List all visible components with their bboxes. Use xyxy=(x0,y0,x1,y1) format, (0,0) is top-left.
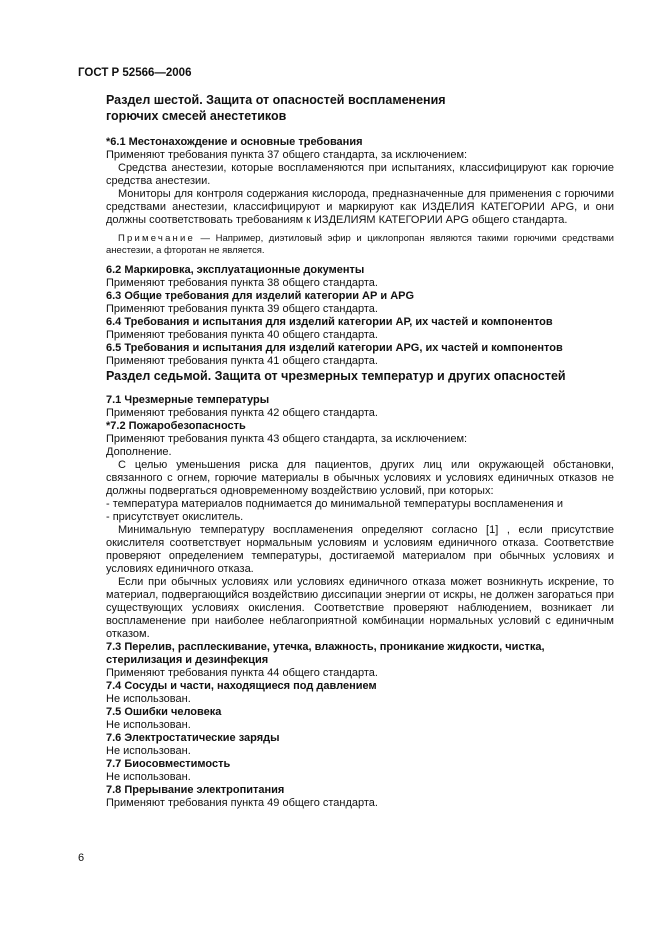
clause-7-8-text: Применяют требования пункта 49 общего стандарта. xyxy=(106,797,378,809)
note-label: Примечание xyxy=(118,233,195,244)
clause-7-4-heading: 7.4 Сосуды и части, находящиеся под давлением xyxy=(106,680,377,692)
clause-6-5-text: Применяют требования пункта 41 общего стандарта. xyxy=(106,355,378,367)
clause-7-2-heading: *7.2 Пожаробезопасность xyxy=(106,420,246,432)
clause-6-3-heading: 6.3 Общие требования для изделий категории АР и APG xyxy=(106,290,415,302)
clause-6-2-text: Применяют требования пункта 38 общего стандарта. xyxy=(106,277,378,289)
clause-7-3-text: Применяют требования пункта 44 общего стандарта. xyxy=(106,667,378,679)
clause-6-1-para2: Средства анестезии, которые воспламеняются при испытаниях, классифицируют как горючие средства анестезии. xyxy=(106,162,614,187)
clause-6-1-text: Применяют требования пункта 37 общего стандарта, за исключением: xyxy=(106,149,468,161)
clause-6-3-text: Применяют требования пункта 39 общего стандарта. xyxy=(106,303,378,315)
clause-6-5-heading: 6.5 Требования и испытания для изделий категории APG, их частей и компонентов xyxy=(106,342,563,354)
clause-7-2-para5: Если при обычных условиях или условиях единичного отказа может возникнуть искрение, то материал, подвергающийся воздействию диссипации энергии от искры, не должен загораться при существующих условиях окисления. Соответствие проверяют наблюдением, возникает ли воспламенение при наиболее неблагоприятной комбинации нормальных условий с единичным отказом. xyxy=(106,576,614,640)
note xyxy=(106,233,614,257)
clause-7-5-text: Не использован. xyxy=(106,719,191,731)
clause-7-4-text: Не использован. xyxy=(106,693,191,705)
clause-7-2-addition: Дополнение. xyxy=(106,446,172,458)
clause-7-6-heading: 7.6 Электростатические заряды xyxy=(106,732,280,744)
section6-title-line2: горючих смесей анестетиков xyxy=(106,109,287,123)
list-item: - присутствует окислитель. xyxy=(106,511,244,523)
list-item: - температура материалов поднимается до минимальной температуры воспламенения и xyxy=(106,498,564,510)
clause-7-2-para4: Минимальную температуру воспламенения определяют согласно [1] , если присутствие окислителя соответствует нормальным условиям и условиям единичного отказа. Соответствие проверяют определением температуры, достигаемой материалом при обычных условиях и условиях единичного отказа. xyxy=(106,524,614,575)
clause-6-2-heading: 6.2 Маркировка, эксплуатационные документы xyxy=(106,264,365,276)
clause-6-4-text: Применяют требования пункта 40 общего стандарта. xyxy=(106,329,378,341)
clause-7-2-para3: С целью уменьшения риска для пациентов, других лиц или окружающей обстановки, связанного с огнем, горючие материалы в обычных условиях и условиях единичных отказов не должны подвергаться одновременному воздействию условий, при которых: xyxy=(106,459,614,497)
clause-7-3-heading: 7.3 Перелив, расплескивание, утечка, влажность, проникание жидкости, чистка, стерилизация и дезинфекция xyxy=(106,641,545,666)
clause-7-1-text: Применяют требования пункта 42 общего стандарта. xyxy=(106,407,378,419)
clause-7-5-heading: 7.5 Ошибки человека xyxy=(106,706,222,718)
clause-7-7-text: Не использован. xyxy=(106,771,191,783)
note-text: — Например, диэтиловый эфир и циклопропан являются такими горючими средствами анестезии, а фторотан не является. xyxy=(106,233,614,256)
clause-7-1-heading: 7.1 Чрезмерные температуры xyxy=(106,394,270,406)
clause-6-1-heading: *6.1 Местонахождение и основные требования xyxy=(106,136,363,148)
clause-7-8-heading: 7.8 Прерывание электропитания xyxy=(106,784,285,796)
section6-title-line1: Раздел шестой. Защита от опасностей воспламенения xyxy=(106,93,446,107)
section7-title: Раздел седьмой. Защита от чрезмерных температур и других опасностей xyxy=(106,369,566,383)
standard-header: ГОСТ Р 52566—2006 xyxy=(78,67,192,79)
page-content xyxy=(106,92,614,810)
clause-7-2-text: Применяют требования пункта 43 общего стандарта, за исключением: xyxy=(106,433,468,445)
page-number: 6 xyxy=(78,852,85,864)
clause-6-1-para3: Мониторы для контроля содержания кислорода, предназначенные для применения с горючими средствами анестезии, классифицируют и маркируют как ИЗДЕЛИЯ КАТЕГОРИИ APG, и они должны соответствовать требованиям к ИЗДЕЛИЯМ КАТЕГОРИИ APG общего стандарта. xyxy=(106,188,614,226)
clause-7-7-heading: 7.7 Биосовместимость xyxy=(106,758,231,770)
clause-7-6-text: Не использован. xyxy=(106,745,191,757)
clause-6-4-heading: 6.4 Требования и испытания для изделий категории АР, их частей и компонентов xyxy=(106,316,553,328)
